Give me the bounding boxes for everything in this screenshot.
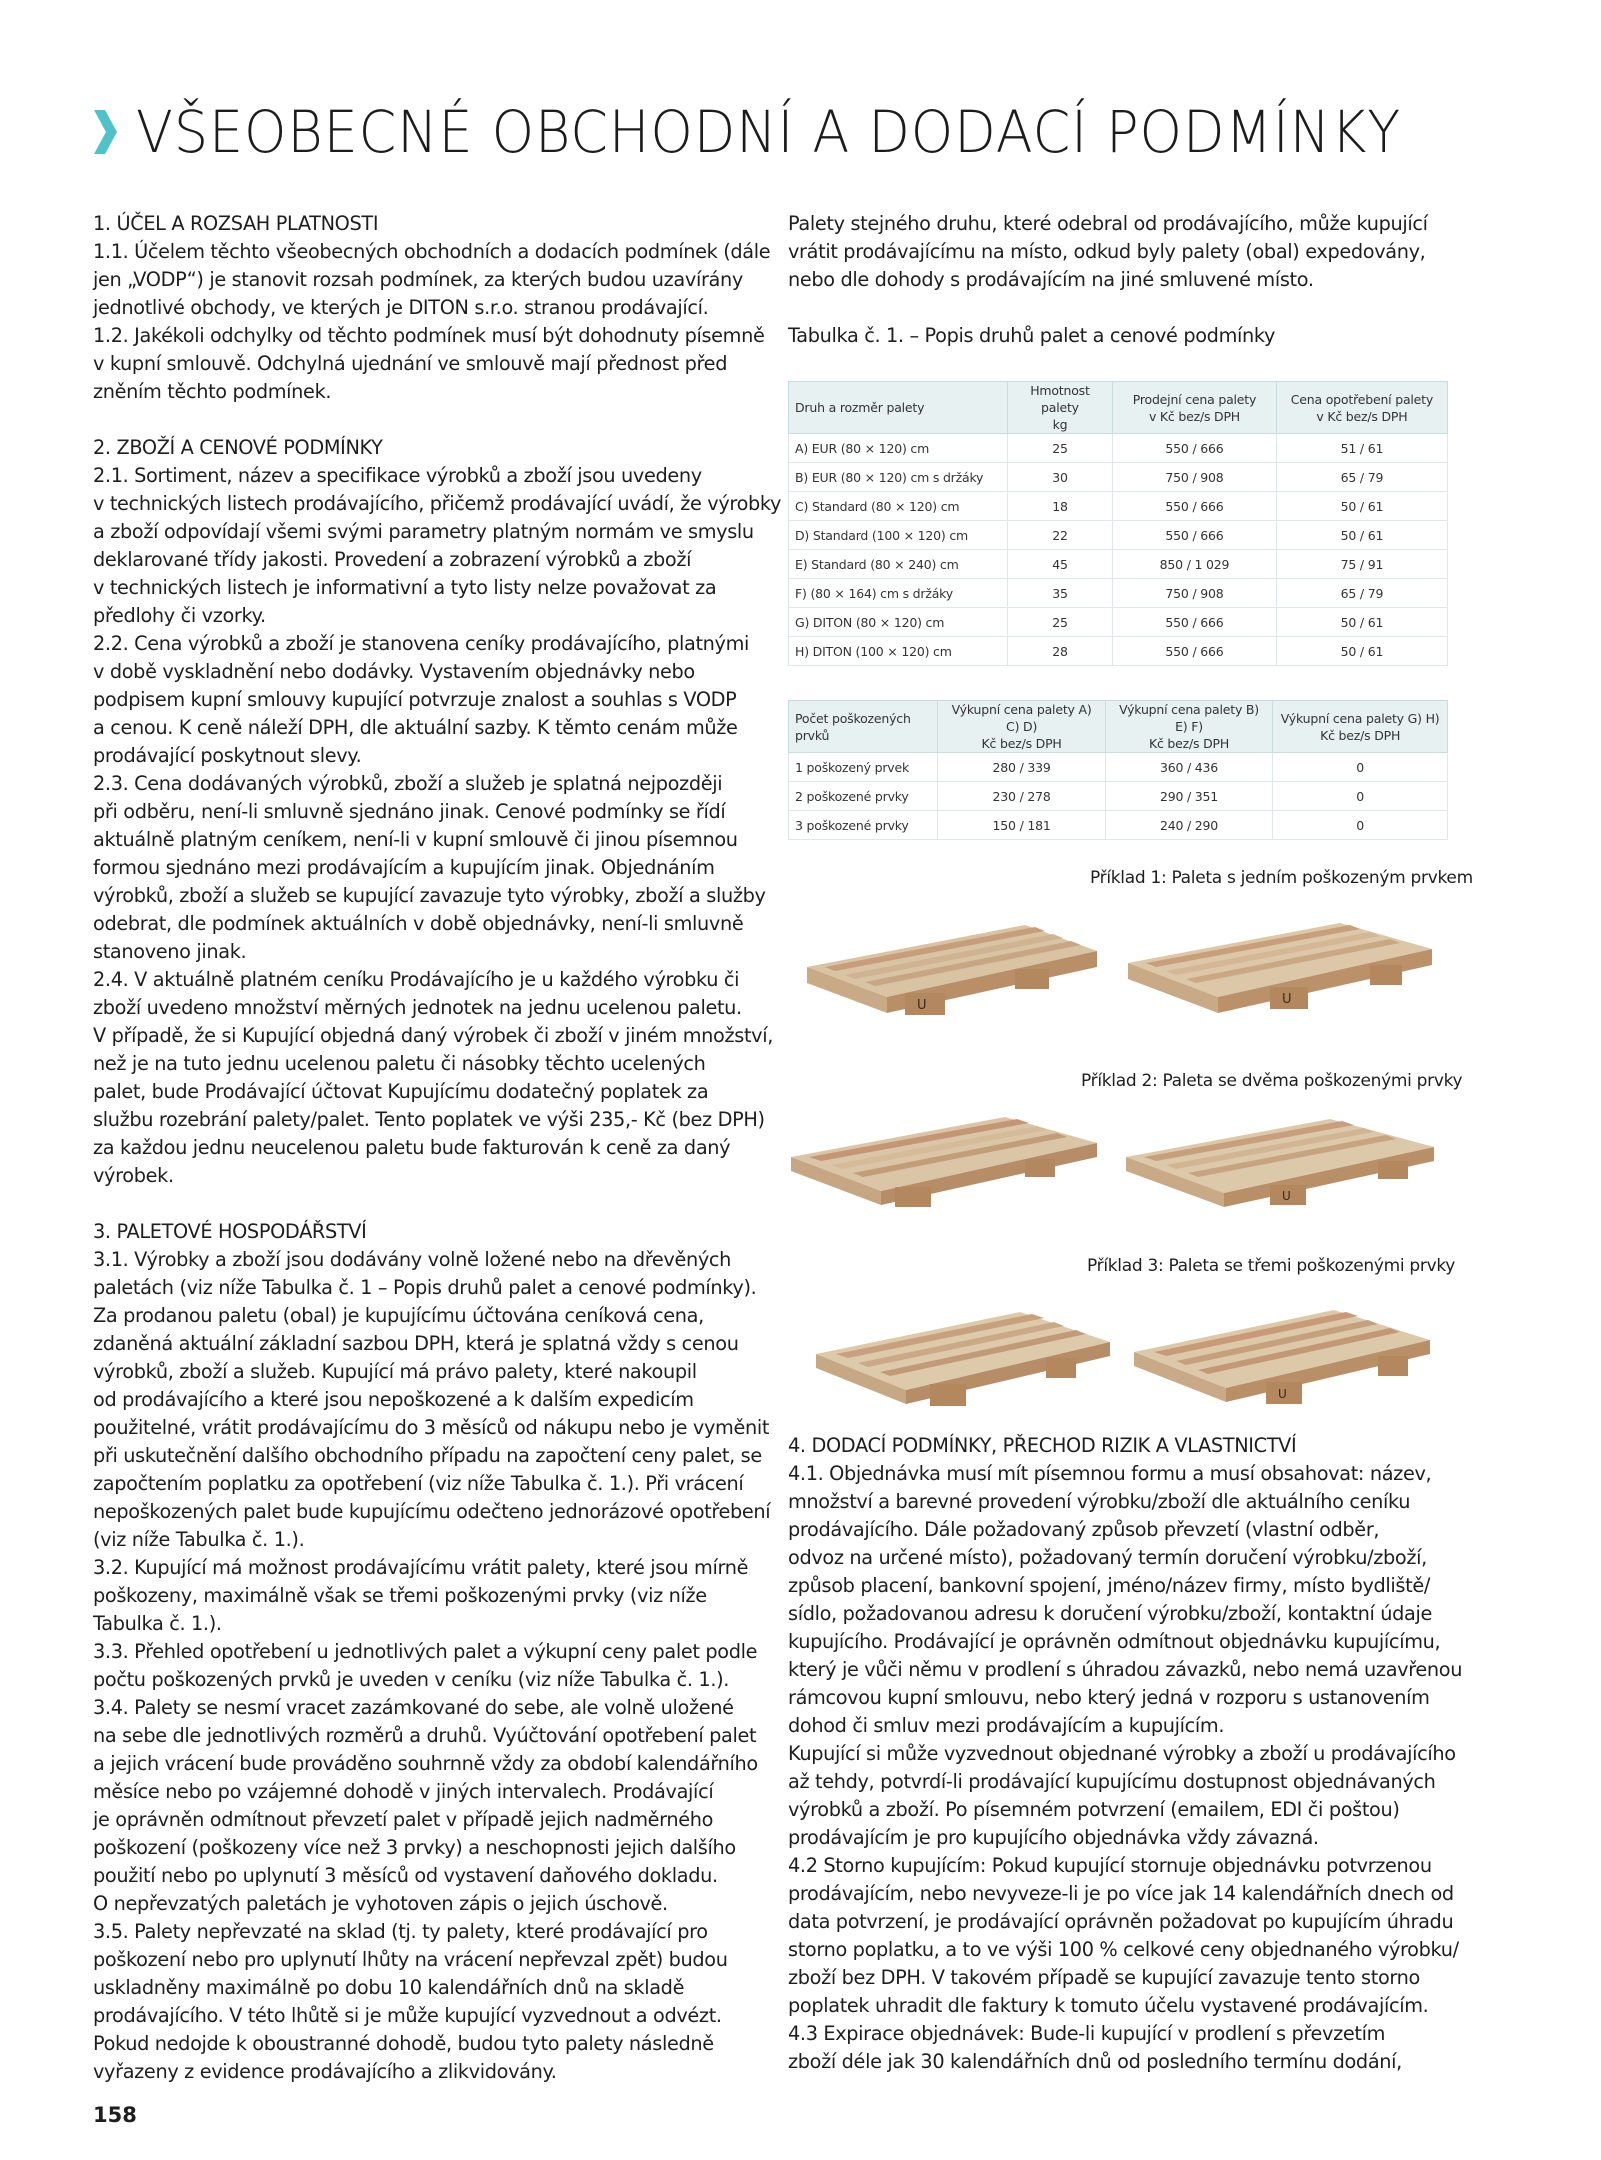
table-cell: 22 <box>1007 521 1112 550</box>
table-cell: 550 / 666 <box>1113 492 1277 521</box>
table-row <box>789 753 1448 782</box>
text-line: 1. ÚČEL A ROZSAH PLATNOSTI <box>93 212 379 235</box>
text-line: v době vyskladnění nebo dodávky. Vystavením objednávky nebo <box>93 660 695 683</box>
table-cell: 75 / 91 <box>1276 550 1447 579</box>
text-line: použitelné, vrátit prodávajícímu do 3 měsíců od nákupu nebo je vyměnit <box>93 1416 770 1439</box>
chevron-right-icon <box>92 107 118 157</box>
table-caption: Tabulka č. 1. – Popis druhů palet a cenové podmínky <box>788 324 1276 347</box>
table-cell: 280 / 339 <box>938 753 1105 782</box>
text-line: 3.3. Přehled opotřebení u jednotlivých palet a výkupní ceny palet podle <box>93 1640 758 1663</box>
table-row <box>789 811 1448 840</box>
table-cell: 750 / 908 <box>1113 579 1277 608</box>
text-line: poškození (poškozeny více než 3 prvky) a neschopnosti jejich dalšího <box>93 1836 736 1859</box>
table-cell: 0 <box>1273 782 1448 811</box>
text-line: službu rozebrání palety/palet. Tento poplatek ve výši 235,- Kč (bez DPH) <box>93 1108 765 1131</box>
column-header: Výkupní cena palety A) C) D) Kč bez/s DPH <box>938 701 1105 753</box>
table-header-row <box>789 701 1448 753</box>
text-line: započtením poplatku za opotřebení (viz níže Tabulka č. 1.). Při vrácení <box>93 1472 744 1495</box>
column-header: Cena opotřebení palety v Kč bez/s DPH <box>1276 382 1447 434</box>
text-line: podpisem kupní smlouvy kupující potvrzuje znalost a souhlas s VODP <box>93 688 737 711</box>
text-line: nepoškozených palet bude kupujícímu odečteno jednorázové opotřebení <box>93 1500 771 1523</box>
table-cell: 150 / 181 <box>938 811 1105 840</box>
right-column-intro <box>788 210 1468 294</box>
text-line: a jejich vrácení bude prováděno souhrnně vždy za období kalendářního <box>93 1752 758 1775</box>
text-line: od prodávajícího a které jsou nepoškozené a k dalším expedicím <box>93 1388 694 1411</box>
text-line: Kupující si může vyzvednout objednané výrobky a zboží u prodávajícího <box>788 1742 1456 1765</box>
text-line: data potvrzení, je prodávající oprávněn požadovat po kupujícím úhradu <box>788 1910 1454 1933</box>
table-cell: 230 / 278 <box>938 782 1105 811</box>
table-header-row <box>789 382 1448 434</box>
table-cell: E) Standard (80 × 240) cm <box>789 550 1008 579</box>
text-line: na sebe dle jednotlivých rozměrů a druhů. Vyúčtování opotřebení palet <box>93 1724 757 1747</box>
paragraph-gap <box>93 1190 753 1218</box>
text-line: v technických listech je informativní a tyto listy nelze považovat za <box>93 576 717 599</box>
text-line: 3.2. Kupující má možnost prodávajícímu vrátit palety, které jsou mírně <box>93 1556 749 1579</box>
text-line: počtu poškozených prvků je uveden v ceníku (viz níže Tabulka č. 1.). <box>93 1668 730 1691</box>
table-cell: 550 / 666 <box>1113 434 1277 463</box>
text-line: při odběru, není-li smluvně sjednáno jinak. Cenové podmínky se řídí <box>93 800 726 823</box>
text-line: formou sjednáno mezi prodávajícím a kupujícím jinak. Objednáním <box>93 856 715 879</box>
text-line: 4. DODACÍ PODMÍNKY, PŘECHOD RIZIK A VLASTNICTVÍ <box>788 1434 1297 1457</box>
text-line: a cenou. K ceně náleží DPH, dle aktuální sazby. K těmto cenám může <box>93 716 738 739</box>
text-line: prodávajícím je pro kupujícího objednávka vždy závazná. <box>788 1826 1319 1849</box>
text-line: výrobků, zboží a služeb se kupující zavazuje tyto výrobky, zboží a služby <box>93 884 766 907</box>
text-line: kupujícího. Prodávající je oprávněn odmítnout objednávku kupujícímu, <box>788 1630 1441 1653</box>
table-cell: D) Standard (100 × 120) cm <box>789 521 1008 550</box>
text-line: 3.1. Výrobky a zboží jsou dodávány volně ložené nebo na dřevěných <box>93 1248 732 1271</box>
text-line: poškozeny, maximálně však se třemi poškozenými prvky (viz níže <box>93 1584 707 1607</box>
table-cell: C) Standard (80 × 120) cm <box>789 492 1008 521</box>
pallet-photo-example-3a <box>810 1292 1120 1416</box>
left-column <box>93 210 782 2086</box>
table-cell: 2 poškozené prvky <box>789 782 938 811</box>
svg-text:U: U <box>1282 1189 1291 1203</box>
text-line: výrobků a zboží. Po písemném potvrzení (emailem, EDI či poštou) <box>788 1798 1400 1821</box>
text-line: zboží bez DPH. V takovém případě se kupující zavazuje tento storno <box>788 1966 1420 1989</box>
text-line: 2.3. Cena dodávaných výrobků, zboží a služeb je splatná nejpozději <box>93 772 723 795</box>
table-cell: 290 / 351 <box>1105 782 1272 811</box>
text-line: deklarované třídy jakosti. Provedení a zobrazení výrobků a zboží <box>93 548 692 571</box>
column-header: Výkupní cena palety G) H) Kč bez/s DPH <box>1273 701 1448 753</box>
text-line: (viz níže Tabulka č. 1.). <box>93 1528 305 1551</box>
text-line: prodávající poskytnout slevy. <box>93 744 362 767</box>
text-line: jen „VODP“) je stanovit rozsah podmínek, za kterých budou uzavírány <box>93 268 743 291</box>
paragraph-gap <box>93 406 753 434</box>
text-line: 4.1. Objednávka musí mít písemnou formu a musí obsahovat: název, <box>788 1462 1432 1485</box>
column-header: Výkupní cena palety B) E) F) Kč bez/s DPH <box>1105 701 1272 753</box>
text-line: stanoveno jinak. <box>93 940 247 963</box>
text-line: jednotlivé obchody, ve kterých je DITON s.r.o. stranou prodávající. <box>93 296 709 319</box>
text-line: 3.4. Palety se nesmí vracet zazámkované do sebe, ale volně uložené <box>93 1696 734 1719</box>
text-line: nebo dle dohody s prodávajícím na jiné smluvené místo. <box>788 268 1314 291</box>
pallet-photo-example-2b <box>1120 1105 1440 1219</box>
text-line: vrátit prodávajícímu na místo, odkud byly palety (obal) expedovány, <box>788 240 1426 263</box>
text-line: Za prodanou paletu (obal) je kupujícímu účtována ceníková cena, <box>93 1304 704 1327</box>
table-cell: F) (80 × 164) cm s držáky <box>789 579 1008 608</box>
table-cell: H) DITON (100 × 120) cm <box>789 637 1008 666</box>
text-line: prodávajícího. Dále požadovaný způsob převzetí (vlastní odběr, <box>788 1518 1380 1541</box>
text-line: dohod či smluv mezi prodávajícím a kupujícím. <box>788 1714 1225 1737</box>
svg-text:U: U <box>1282 992 1292 1007</box>
table-cell: 65 / 79 <box>1276 463 1447 492</box>
text-line: při uskutečnění dalšího obchodního případu na započtení ceny palet, se <box>93 1444 762 1467</box>
column-header: Druh a rozměr palety <box>789 382 1008 434</box>
table-cell: 65 / 79 <box>1276 579 1447 608</box>
table-cell: 50 / 61 <box>1276 492 1447 521</box>
table-row <box>789 492 1448 521</box>
table-cell: 25 <box>1007 608 1112 637</box>
text-line: 1.2. Jakékoli odchylky od těchto podmínek musí být dohodnuty písemně <box>93 324 765 347</box>
table-cell: 0 <box>1273 753 1448 782</box>
text-line: rámcovou kupní smlouvu, nebo který jedná v rozporu s ustanovením <box>788 1686 1430 1709</box>
table-cell: 35 <box>1007 579 1112 608</box>
text-line: až tehdy, potvrdí-li prodávající kupujícímu dostupnost objednávaných <box>788 1770 1436 1793</box>
text-line: 4.3 Expirace objednávek: Bude-li kupující v prodlení s převzetím <box>788 2022 1386 2045</box>
text-line: 3. PALETOVÉ HOSPODÁŘSTVÍ <box>93 1220 367 1243</box>
text-line: O nepřevzatých paletách je vyhotoven zápis o jejich úschově. <box>93 1892 668 1915</box>
text-line: a zboží odpovídají všemi svými parametry platným normám ve smyslu <box>93 520 754 543</box>
table-cell: 28 <box>1007 637 1112 666</box>
table-cell: 50 / 61 <box>1276 521 1447 550</box>
table-cell: 750 / 908 <box>1113 463 1277 492</box>
column-header: Počet poškozených prvků <box>789 701 938 753</box>
text-line: zboží uvedeno množství měrných jednotek na jednu ucelenou paletu. <box>93 996 742 1019</box>
table-cell: 240 / 290 <box>1105 811 1272 840</box>
text-line: Palety stejného druhu, které odebral od prodávajícího, může kupující <box>788 212 1428 235</box>
table-row <box>789 579 1448 608</box>
table-row <box>789 550 1448 579</box>
text-line: v kupní smlouvě. Odchylná ujednání ve smlouvě mají přednost před <box>93 352 728 375</box>
svg-text:U: U <box>1278 1387 1287 1401</box>
table-cell: 50 / 61 <box>1276 608 1447 637</box>
table-row <box>789 521 1448 550</box>
table-cell: 1 poškozený prvek <box>789 753 938 782</box>
text-line: prodávajícím, nebo nevyveze-li je po více jak 14 kalendářních dnech od <box>788 1882 1454 1905</box>
table-cell: 360 / 436 <box>1105 753 1272 782</box>
table-cell: 45 <box>1007 550 1112 579</box>
table-cell: 3 poškozené prvky <box>789 811 938 840</box>
text-line: zboží déle jak 30 kalendářních dnů od posledního termínu dodání, <box>788 2050 1402 2073</box>
table-cell: 550 / 666 <box>1113 608 1277 637</box>
text-line: vyřazeny z evidence prodávajícího a zlikvidovány. <box>93 2060 557 2083</box>
text-line: předlohy či vzorky. <box>93 604 266 627</box>
text-line: než je na tuto jednu ucelenou paletu či násobky těchto ucelených <box>93 1052 706 1075</box>
text-line: Pokud nedojde k oboustranné dohodě, budou tyto palety následně <box>93 2032 714 2055</box>
text-line: v technických listech prodávajícího, přičemž prodávající uvádí, že výrobky <box>93 492 782 515</box>
page-title: VŠEOBECNÉ OBCHODNÍ A DODACÍ PODMÍNKY <box>136 98 1402 166</box>
text-line: poplatek uhradit dle faktury k tomuto účelu vystavené prodávajícím. <box>788 1994 1429 2017</box>
table-cell: 18 <box>1007 492 1112 521</box>
table-cell: A) EUR (80 × 120) cm <box>789 434 1008 463</box>
text-line: který je vůči němu v prodlení s úhradou závazků, nebo nemá uzavřenou <box>788 1658 1463 1681</box>
pallet-photo-example-2a <box>785 1105 1105 1219</box>
table-row <box>789 608 1448 637</box>
table-row <box>789 463 1448 492</box>
text-line: palet, bude Prodávající účtovat Kupujícímu dodatečný poplatek za <box>93 1080 709 1103</box>
table-cell: 550 / 666 <box>1113 637 1277 666</box>
text-line: za každou jednu neucelenou paletu bude fakturován k ceně za daný <box>93 1136 731 1159</box>
table-cell: 550 / 666 <box>1113 521 1277 550</box>
text-line: odebrat, dle podmínek aktuálních v době objednávky, není-li smluvně <box>93 912 744 935</box>
example-3-caption: Příklad 3: Paleta se třemi poškozenými prvky <box>1087 1256 1456 1276</box>
text-line: aktuálně platným ceníkem, není-li v kupní smlouvě či jinou písemnou <box>93 828 738 851</box>
pallet-buyback-table <box>788 700 1448 840</box>
table-cell: B) EUR (80 × 120) cm s držáky <box>789 463 1008 492</box>
table-cell: 0 <box>1273 811 1448 840</box>
section-4-text <box>788 1432 1462 2076</box>
text-line: množství a barevné provedení výrobku/zboží dle aktuálního ceníku <box>788 1490 1411 1513</box>
page-header <box>92 98 1496 166</box>
table-cell: 50 / 61 <box>1276 637 1447 666</box>
table-cell: 30 <box>1007 463 1112 492</box>
text-line: použití nebo po uplynutí 3 měsíců od vystavení daňového dokladu. <box>93 1864 718 1887</box>
table-cell: 25 <box>1007 434 1112 463</box>
text-line: storno poplatku, a to ve výši 100 % celkové ceny objednaného výrobku/ <box>788 1938 1459 1961</box>
column-header: Prodejní cena palety v Kč bez/s DPH <box>1113 382 1277 434</box>
text-line: V případě, že si Kupující objedná daný výrobek či zboží v jiném množství, <box>93 1024 774 1047</box>
pallet-photo-example-1b <box>1120 905 1440 1029</box>
text-line: zněním těchto podmínek. <box>93 380 332 403</box>
example-2-caption: Příklad 2: Paleta se dvěma poškozenými prvky <box>1081 1071 1463 1091</box>
text-line: zdaněná aktuální základní sazbou DPH, která je splatná vždy s cenou <box>93 1332 739 1355</box>
text-line: 2.4. V aktuálně platném ceníku Prodávajícího je u každého výrobku či <box>93 968 740 991</box>
svg-text:U: U <box>917 998 927 1013</box>
example-1-caption: Příklad 1: Paleta s jedním poškozeným prvkem <box>1090 868 1473 888</box>
text-line: prodávajícího. V této lhůtě si je může kupující vyzvednout a odvézt. <box>93 2004 722 2027</box>
text-line: uskladněny maximálně po dobu 10 kalendářních dnů na skladě <box>93 1976 685 1999</box>
column-header: Hmotnost palety kg <box>1007 382 1112 434</box>
text-line: 2.2. Cena výrobků a zboží je stanovena ceníky prodávajícího, platnými <box>93 632 750 655</box>
text-line: Tabulka č. 1.). <box>93 1612 222 1635</box>
text-line: výrobek. <box>93 1164 174 1187</box>
text-line: je oprávněn odmítnout převzetí palet v případě jejich nadměrného <box>93 1808 714 1831</box>
text-line: měsíce nebo po vzájemné dohodě v jiných intervalech. Prodávající <box>93 1780 714 1803</box>
table-cell: 51 / 61 <box>1276 434 1447 463</box>
text-line: odvoz na určené místo), požadovaný termín doručení výrobku/zboží, <box>788 1546 1427 1569</box>
text-line: paletách (viz níže Tabulka č. 1 – Popis druhů palet a cenové podmínky). <box>93 1276 757 1299</box>
pallet-types-table <box>788 381 1448 666</box>
text-line: 2.1. Sortiment, název a specifikace výrobků a zboží jsou uvedeny <box>93 464 702 487</box>
table-cell: G) DITON (80 × 120) cm <box>789 608 1008 637</box>
text-line: poškození nebo pro uplynutí lhůty na vrácení nepřevzal zpět) budou <box>93 1948 728 1971</box>
pallet-photo-example-1a <box>795 905 1105 1029</box>
table-row <box>789 782 1448 811</box>
text-line: způsob placení, bankovní spojení, jméno/název firmy, místo bydliště/ <box>788 1574 1430 1597</box>
text-line: sídlo, požadovanou adresu k doručení výrobku/zboží, kontaktní údaje <box>788 1602 1433 1625</box>
text-line: výrobků, zboží a služeb. Kupující má právo palety, které nakoupil <box>93 1360 697 1383</box>
text-line: 3.5. Palety nepřevzaté na sklad (tj. ty palety, které prodávající pro <box>93 1920 708 1943</box>
table-row <box>789 434 1448 463</box>
text-line: 1.1. Účelem těchto všeobecných obchodních a dodacích podmínek (dále <box>93 240 771 263</box>
text-line: 2. ZBOŽÍ A CENOVÉ PODMÍNKY <box>93 436 383 459</box>
text-line: 4.2 Storno kupujícím: Pokud kupující stornuje objednávku potvrzenou <box>788 1854 1432 1877</box>
table-cell: 850 / 1 029 <box>1113 550 1277 579</box>
page-number: 158 <box>93 2103 137 2127</box>
table-row <box>789 637 1448 666</box>
pallet-photo-example-3b <box>1128 1292 1438 1416</box>
